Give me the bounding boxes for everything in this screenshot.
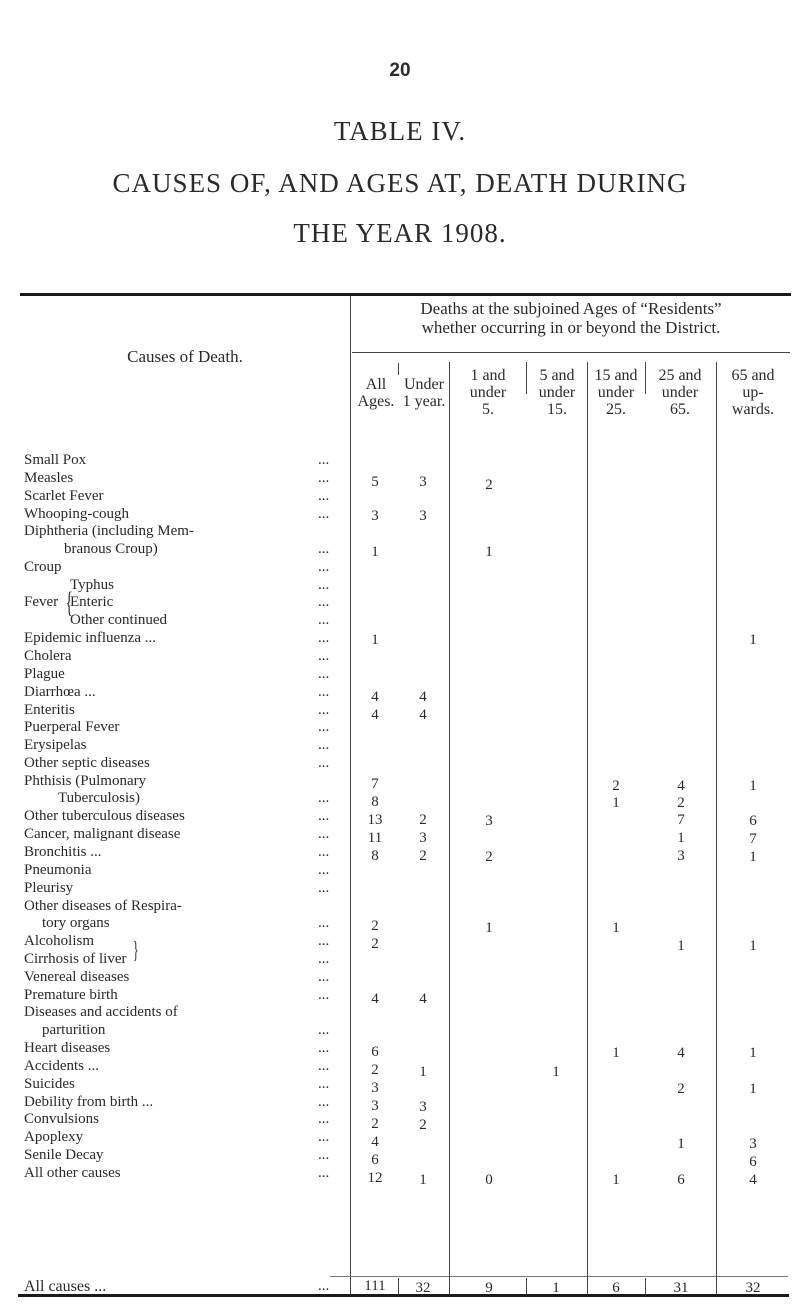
total-under-1: 32 bbox=[415, 1280, 431, 1296]
leader-dots-row: ... bbox=[318, 933, 330, 949]
cell: 2 bbox=[371, 936, 379, 952]
cell: 1 bbox=[677, 830, 685, 846]
leader-dots-row: ... bbox=[318, 1111, 330, 1127]
leader-dots-row: ... bbox=[318, 612, 330, 628]
leader-dots-row: ... bbox=[318, 915, 330, 931]
cell: 0 bbox=[485, 1172, 493, 1188]
cause-other-continued: Other continued bbox=[70, 612, 168, 628]
leader-dots-row: ... bbox=[318, 559, 330, 575]
cause-pleurisy: Pleurisy bbox=[24, 880, 74, 896]
total-65-upwards: 32 bbox=[745, 1280, 761, 1296]
cell: 11 bbox=[367, 830, 383, 846]
cause-cholera: Cholera bbox=[24, 648, 72, 664]
table-top-rule bbox=[20, 293, 791, 296]
cell: 4 bbox=[749, 1172, 757, 1188]
totals-divider bbox=[330, 1276, 788, 1277]
cell: 6 bbox=[749, 1154, 757, 1170]
cell: 2 bbox=[677, 795, 685, 811]
cause-scarlet-fever: Scarlet Fever bbox=[24, 488, 104, 504]
cell: 7 bbox=[749, 831, 757, 847]
cell: 3 bbox=[485, 813, 493, 829]
cause-other-respiratory: Other diseases of Respira- bbox=[24, 898, 182, 914]
cell: 3 bbox=[749, 1136, 757, 1152]
column-5-to-15: 5 and under 15. bbox=[538, 367, 576, 418]
leader-dots-row: ... bbox=[318, 1040, 330, 1056]
cause-other-septic: Other septic diseases bbox=[24, 755, 150, 771]
cell: 2 bbox=[419, 812, 427, 828]
leader-dots-row: ... bbox=[318, 1129, 330, 1145]
cell: 1 bbox=[612, 1045, 620, 1061]
cell: 3 bbox=[419, 830, 427, 846]
leader-dots-row: ... bbox=[318, 1165, 330, 1181]
header-divider bbox=[352, 352, 790, 353]
cause-diarrhoea: Diarrhœa ... bbox=[24, 684, 96, 700]
cause-phthisis: Phthisis (Pulmonary bbox=[24, 773, 147, 789]
cell: 1 bbox=[677, 1136, 685, 1152]
cell: 1 bbox=[749, 632, 757, 648]
cell: 1 bbox=[612, 795, 620, 811]
leader-dots-row: ... bbox=[318, 630, 330, 646]
cell: 4 bbox=[371, 991, 379, 1007]
cell: 8 bbox=[371, 848, 379, 864]
cause-enteric: Enteric bbox=[70, 594, 114, 610]
total-all-ages: 111 bbox=[364, 1278, 386, 1294]
leader-dots-row: ... bbox=[318, 969, 330, 985]
page-number: 20 bbox=[389, 60, 411, 81]
cell: 1 bbox=[749, 849, 757, 865]
cause-parturition-cont: parturition bbox=[42, 1022, 106, 1038]
leader-dots-row: ... bbox=[318, 1147, 330, 1163]
table-subtitle: CAUSES OF, AND AGES AT, DEATH DURING bbox=[112, 168, 688, 198]
cell: 3 bbox=[371, 1098, 379, 1114]
column-all-ages: All Ages. bbox=[357, 376, 395, 410]
cause-diphtheria: Diphtheria (including Mem- bbox=[24, 523, 194, 539]
cause-parturition: Diseases and accidents of bbox=[24, 1004, 178, 1020]
column-1-to-5: 1 and under 5. bbox=[469, 367, 507, 418]
cause-epidemic-influenza: Epidemic influenza ... bbox=[24, 630, 157, 646]
table-subtitle-year: THE YEAR 1908. bbox=[293, 218, 507, 248]
leader-dots-row: ... bbox=[318, 470, 330, 486]
cause-typhus: Typhus bbox=[70, 577, 114, 593]
cell: 6 bbox=[371, 1152, 379, 1168]
cell: 6 bbox=[677, 1172, 685, 1188]
cell: 5 bbox=[371, 474, 379, 490]
cause-enteritis: Enteritis bbox=[24, 702, 75, 718]
leader-dots-row: ... bbox=[318, 1278, 330, 1294]
cell: 1 bbox=[371, 544, 379, 560]
cause-premature-birth: Premature birth bbox=[24, 987, 118, 1003]
cell: 13 bbox=[367, 812, 383, 828]
cell: 2 bbox=[419, 848, 427, 864]
leader-dots-row: ... bbox=[318, 452, 330, 468]
cell: 4 bbox=[371, 707, 379, 723]
cell: 4 bbox=[677, 1045, 685, 1061]
cause-bronchitis: Bronchitis ... bbox=[24, 844, 102, 860]
fever-brace: { bbox=[65, 586, 73, 619]
cause-accidents: Accidents ... bbox=[24, 1058, 99, 1074]
cause-all-causes: All causes ... bbox=[24, 1278, 107, 1295]
cell: 8 bbox=[371, 794, 379, 810]
column-divider-65 bbox=[716, 362, 717, 1294]
cause-erysipelas: Erysipelas bbox=[24, 737, 87, 753]
cause-measles: Measles bbox=[24, 470, 74, 486]
cause-small-pox: Small Pox bbox=[24, 452, 87, 468]
column-25-to-65: 25 and under 65. bbox=[658, 367, 702, 418]
cause-fever: Fever bbox=[24, 594, 59, 610]
column-under-1: Under 1 year. bbox=[402, 376, 446, 410]
cell: 6 bbox=[749, 813, 757, 829]
total-15-to-25: 6 bbox=[612, 1280, 620, 1296]
leader-dots-row: ... bbox=[318, 880, 330, 896]
cause-cirrhosis: Cirrhosis of liver bbox=[24, 951, 127, 967]
cause-debility: Debility from birth ... bbox=[24, 1094, 154, 1110]
cause-whooping-cough: Whooping-cough bbox=[24, 506, 129, 522]
cell: 4 bbox=[371, 689, 379, 705]
leader-dots-row: ... bbox=[318, 506, 330, 522]
leader-dots-row: ... bbox=[318, 755, 330, 771]
column-divider-15 bbox=[587, 362, 588, 1294]
cell: 1 bbox=[485, 920, 493, 936]
cell: 1 bbox=[552, 1064, 560, 1080]
cell: 1 bbox=[371, 632, 379, 648]
cell: 1 bbox=[612, 1172, 620, 1188]
leader-dots-row: ... bbox=[318, 737, 330, 753]
cell: 1 bbox=[749, 1045, 757, 1061]
cell: 7 bbox=[677, 812, 685, 828]
cell: 2 bbox=[485, 849, 493, 865]
cell: 4 bbox=[371, 1134, 379, 1150]
cause-other-tuberculous: Other tuberculous diseases bbox=[24, 808, 185, 824]
cause-other-respiratory-cont: tory organs bbox=[42, 915, 110, 931]
leader-dots-row: ... bbox=[318, 702, 330, 718]
cause-alcoholism: Alcoholism bbox=[24, 933, 94, 949]
cause-diphtheria-cont: branous Croup) bbox=[64, 541, 158, 557]
cell: 4 bbox=[419, 689, 427, 705]
total-25-to-65: 31 bbox=[673, 1280, 689, 1296]
total-1-to-5: 9 bbox=[485, 1280, 493, 1296]
cell: 1 bbox=[419, 1064, 427, 1080]
cell: 3 bbox=[419, 1099, 427, 1115]
cell: 2 bbox=[485, 477, 493, 493]
leader-dots-row: ... bbox=[318, 951, 330, 967]
cause-croup: Croup bbox=[24, 559, 62, 575]
cell: 2 bbox=[419, 1117, 427, 1133]
leader-dots-row: ... bbox=[318, 648, 330, 664]
cell: 3 bbox=[419, 508, 427, 524]
cause-apoplexy: Apoplexy bbox=[24, 1129, 84, 1145]
leader-dots-row: ... bbox=[318, 1094, 330, 1110]
cell: 2 bbox=[677, 1081, 685, 1097]
leader-dots-row: ... bbox=[318, 719, 330, 735]
cause-heart: Heart diseases bbox=[24, 1040, 111, 1056]
leader-dots-row: ... bbox=[318, 808, 330, 824]
deaths-header: Deaths at the subjoined Ages of “Residents” whether occurring in or beyond the District. bbox=[420, 299, 722, 337]
cell: 1 bbox=[749, 1081, 757, 1097]
leader-dots-row: ... bbox=[318, 826, 330, 842]
leader-dots-row: ... bbox=[318, 1058, 330, 1074]
cell: 6 bbox=[371, 1044, 379, 1060]
cell: 2 bbox=[371, 1116, 379, 1132]
leader-dots-row: ... bbox=[318, 684, 330, 700]
cell: 1 bbox=[749, 778, 757, 794]
leader-dots-row: ... bbox=[318, 1076, 330, 1092]
cause-convulsions: Convulsions bbox=[24, 1111, 100, 1127]
total-5-to-15: 1 bbox=[552, 1280, 560, 1296]
leader-dots-row: ... bbox=[318, 666, 330, 682]
cell: 1 bbox=[419, 1172, 427, 1188]
cause-cancer: Cancer, malignant disease bbox=[24, 826, 181, 842]
column-15-to-25: 15 and under 25. bbox=[594, 367, 638, 418]
cause-puerperal-fever: Puerperal Fever bbox=[24, 719, 120, 735]
leader-dots-row: ... bbox=[318, 541, 330, 557]
leader-dots-row: ... bbox=[318, 790, 330, 806]
cause-venereal: Venereal diseases bbox=[24, 969, 130, 985]
cell: 3 bbox=[419, 474, 427, 490]
leader-dots-row: ... bbox=[318, 1022, 330, 1038]
cell: 3 bbox=[677, 848, 685, 864]
cell: 4 bbox=[419, 707, 427, 723]
cell: 1 bbox=[749, 938, 757, 954]
causes-header: Causes of Death. bbox=[127, 347, 243, 366]
cell: 7 bbox=[371, 776, 379, 792]
column-divider-under1 bbox=[449, 362, 450, 1294]
cell: 12 bbox=[367, 1170, 383, 1186]
cause-senile-decay: Senile Decay bbox=[24, 1147, 104, 1163]
leader-dots-row: ... bbox=[318, 862, 330, 878]
cell: 1 bbox=[612, 920, 620, 936]
cell: 1 bbox=[677, 938, 685, 954]
leader-dots-row: ... bbox=[318, 594, 330, 610]
cell: 3 bbox=[371, 1080, 379, 1096]
cell: 1 bbox=[485, 544, 493, 560]
alcoholism-brace: } bbox=[132, 938, 139, 964]
column-divider-causes bbox=[350, 296, 351, 1294]
leader-dots-row: ... bbox=[318, 577, 330, 593]
cause-suicides: Suicides bbox=[24, 1076, 75, 1092]
table-title: TABLE IV. bbox=[333, 116, 467, 146]
cause-pneumonia: Pneumonia bbox=[24, 862, 92, 878]
column-65-upwards: 65 and up- wards. bbox=[731, 367, 775, 418]
cause-all-other: All other causes bbox=[24, 1165, 121, 1181]
cell: 2 bbox=[371, 918, 379, 934]
cause-phthisis-cont: Tuberculosis) bbox=[58, 790, 140, 806]
cell: 4 bbox=[677, 778, 685, 794]
cell: 2 bbox=[612, 778, 620, 794]
cell: 2 bbox=[371, 1062, 379, 1078]
leader-dots-row: ... bbox=[318, 844, 330, 860]
leader-dots-row: ... bbox=[318, 488, 330, 504]
leader-dots-row: ... bbox=[318, 987, 330, 1003]
cell: 3 bbox=[371, 508, 379, 524]
cell: 4 bbox=[419, 991, 427, 1007]
cause-plague: Plague bbox=[24, 666, 65, 682]
